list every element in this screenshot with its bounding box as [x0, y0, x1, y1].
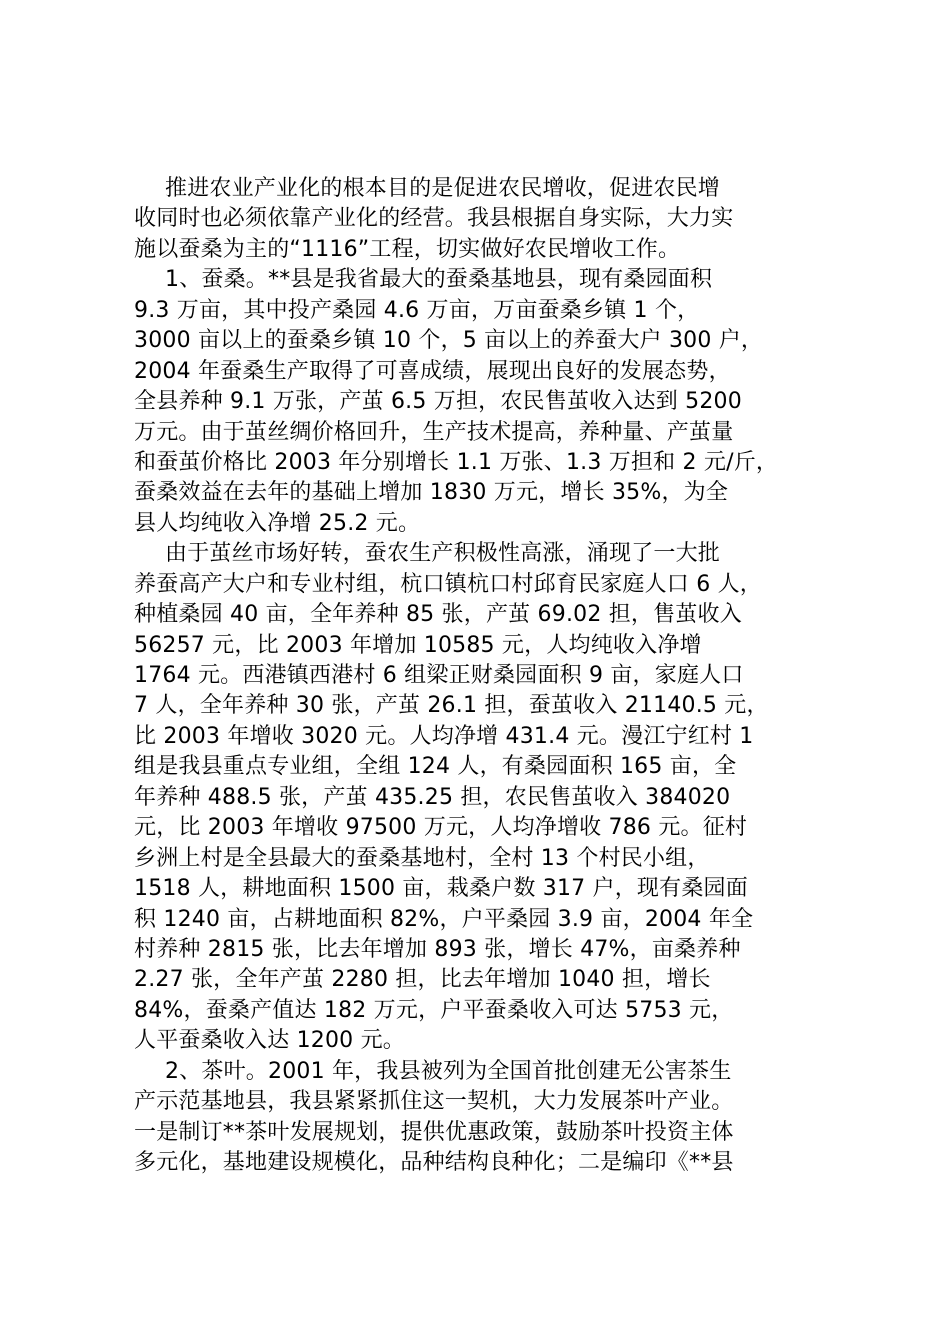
text-line: 年养种 488.5 张，产茧 435.25 担，农民售茧收入 384020: [134, 784, 731, 810]
body-text: [134, 174, 854, 1178]
text-line: 一是制订**茶叶发展规划，提供优惠政策，鼓励茶叶投资主体: [134, 1119, 734, 1145]
text-line: 人平蚕桑收入达 1200 元。: [134, 1028, 405, 1054]
text-line: 1518 人，耕地面积 1500 亩，栽桑户数 317 户，现有桑园面: [134, 876, 748, 902]
text-line: 推进农业产业化的根本目的是促进农民增收，促进农民增: [165, 176, 721, 201]
text-line: 3000 亩以上的蚕桑乡镇 10 个，5 亩以上的养蚕大户 300 户，: [134, 328, 764, 354]
text-line: 全县养种 9.1 万张，产茧 6.5 万担，农民售茧收入达到 5200: [134, 389, 742, 415]
text-line: 1、蚕桑。**县是我省最大的蚕桑基地县，现有桑园面积: [165, 267, 713, 293]
text-line: 组是我县重点专业组，全组 124 人，有桑园面积 165 亩，全: [134, 754, 737, 780]
text-line: 比 2003 年增收 3020 元。人均净增 431.4 元。漫江宁红村 1: [134, 723, 754, 749]
text-line: 84%，蚕桑产值达 182 万元，户平蚕桑收入可达 5753 元，: [134, 997, 734, 1023]
text-line: 多元化，基地建设规模化，品种结构良种化；二是编印《**县: [134, 1150, 734, 1175]
text-line: 乡洲上村是全县最大的蚕桑基地村，全村 13 个村民小组，: [134, 845, 710, 871]
text-line: 元，比 2003 年增收 97500 万元，人均净增收 786 元。征村: [134, 815, 748, 841]
text-line: 村养种 2815 张，比去年增加 893 张，增长 47%，亩桑养种: [134, 936, 741, 962]
text-line: 1764 元。西港镇西港村 6 组梁正财桑园面积 9 亩，家庭人口: [134, 663, 744, 688]
text-line: 县人均纯收入净增 25.2 元。: [134, 510, 421, 536]
text-line: 施以蚕桑为主的“1116”工程，切实做好农民增收工作。: [134, 236, 681, 262]
text-line: 积 1240 亩，占耕地面积 82%，户平桑园 3.9 亩，2004 年全: [134, 906, 754, 932]
text-line: 和蚕茧价格比 2003 年分别增长 1.1 万张、1.3 万担和 2 元/斤，: [134, 449, 779, 475]
text-line: 56257 元，比 2003 年增加 10585 元，人均纯收入净增: [134, 632, 702, 658]
text-line: 养蚕高产大户和专业村组，杭口镇杭口村邱育民家庭人口 6 人，: [134, 571, 762, 597]
text-line: 2.27 张，全年产茧 2280 担，比去年增加 1040 担，增长: [134, 967, 711, 993]
text-line: 种植桑园 40 亩，全年养种 85 张，产茧 69.02 担，售茧收入: [134, 602, 742, 628]
text-line: 2004 年蚕桑生产取得了可喜成绩，展现出良好的发展态势，: [134, 358, 731, 384]
text-line: 2、茶叶。2001 年，我县被列为全国首批创建无公害茶生: [165, 1058, 732, 1084]
text-line: 万元。由于茧丝绸价格回升，生产技术提高，养种量、产茧量: [134, 419, 734, 445]
text-line: 7 人，全年养种 30 张，产茧 26.1 担，蚕茧收入 21140.5 元，: [134, 693, 769, 719]
text-line: 由于茧丝市场好转，蚕农生产积极性高涨，涌现了一大批: [165, 541, 721, 567]
text-line: 产示范基地县，我县紧紧抓住这一契机，大力发展茶叶产业。: [134, 1089, 734, 1115]
text-line: 蚕桑效益在去年的基础上增加 1830 万元，增长 35%，为全: [134, 480, 729, 506]
text-line: 9.3 万亩，其中投产桑园 4.6 万亩，万亩蚕桑乡镇 1 个，: [134, 297, 700, 323]
text-line: 收同时也必须依靠产业化的经营。我县根据自身实际，大力实: [134, 206, 734, 232]
